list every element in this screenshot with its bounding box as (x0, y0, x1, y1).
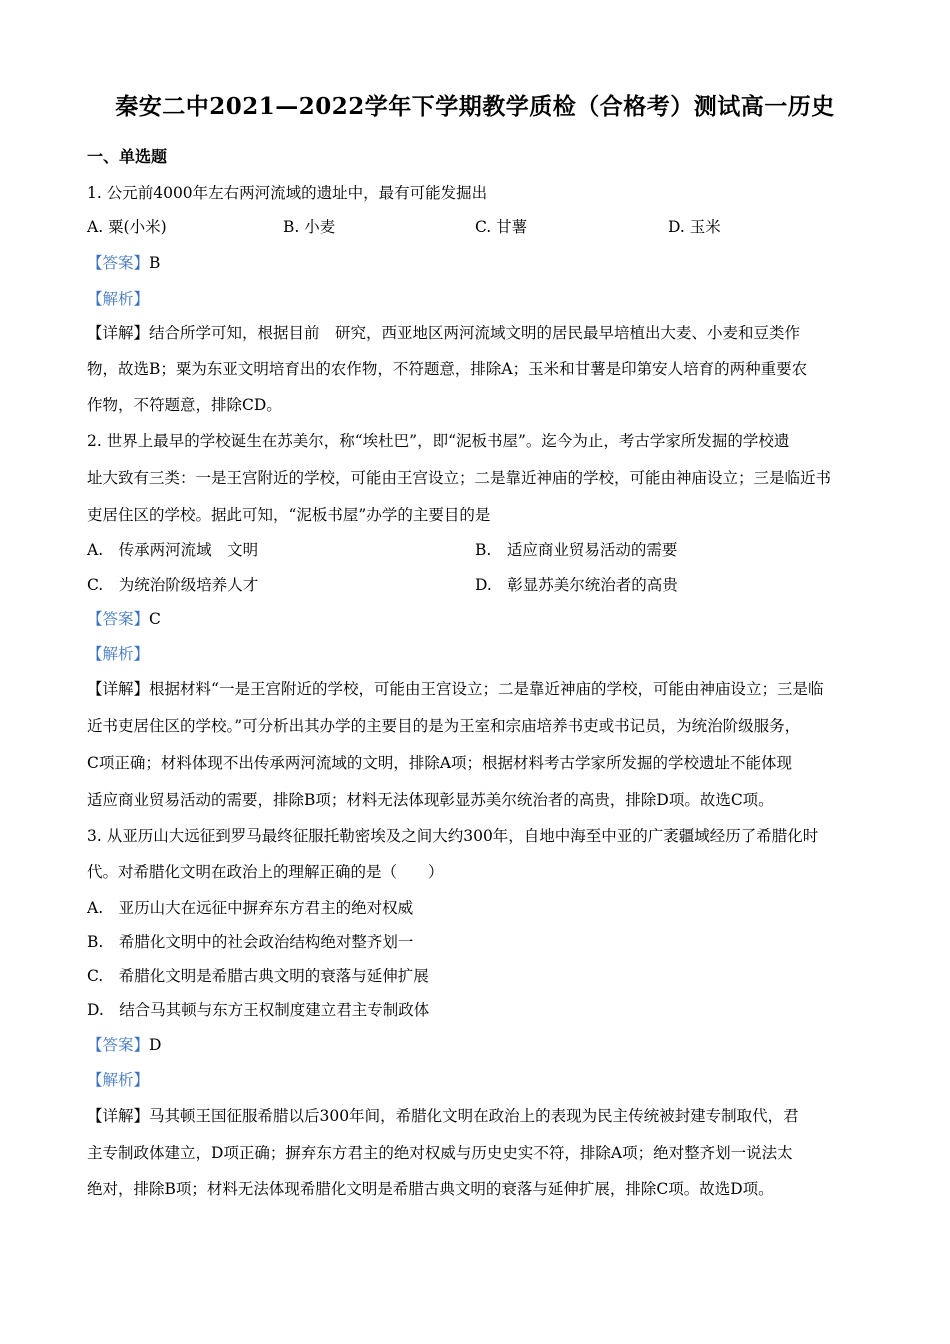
q2-answer (87, 608, 867, 630)
answer-label: 【答案】 (87, 1036, 150, 1054)
q2-option-c: C. 为统治阶级培养人才 (87, 576, 259, 594)
q2-analysis-label: 【解析】 (87, 645, 150, 663)
q2-option-b: B. 适应商业贸易活动的需要 (475, 541, 678, 559)
q3-option-d: D. 结合马其顿与东方王权制度建立君主专制政体 (87, 1001, 430, 1019)
detail-label: 【详解】 (87, 1107, 150, 1125)
q3-answer-value: D (149, 1036, 162, 1054)
q2-stem-line: 址大致有三类：一是王宫附近的学校，可能由王宫设立；二是靠近神庙的学校，可能由神庙设立；三是临近书 (87, 469, 832, 487)
detail-label: 【详解】 (87, 680, 150, 698)
q2-stem-line: 2. 世界上最早的学校诞生在苏美尔，称“埃杜巴”，即“泥板书屋”。迄今为止，考古学家所发掘的学校遗 (87, 432, 790, 450)
q3-detail-line (87, 1105, 867, 1127)
q2-detail-line: C项正确；材料体现不出传承两河流域的文明，排除A项；根据材料考古学家所发掘的学校遗址不能体现 (87, 754, 793, 772)
q2-option-d: D. 彰显苏美尔统治者的高贵 (475, 576, 678, 594)
q2-detail-text: 根据材料“一是王宫附近的学校，可能由王宫设立；二是靠近神庙的学校，可能由神庙设立；三是临 (149, 680, 824, 698)
q2-detail-line: 近书吏居住区的学校。”可分析出其办学的主要目的是为王室和宗庙培养书吏或书记员，为统治阶级服务， (87, 717, 801, 735)
q1-option-d: D. 玉米 (668, 218, 721, 236)
q1-option-c: C. 甘薯 (475, 218, 528, 236)
q3-option-c: C. 希腊化文明是希腊古典文明的衰落与延伸扩展 (87, 967, 429, 985)
q1-option-b: B. 小麦 (283, 218, 336, 236)
page-title: 秦安二中2021—2022学年下学期教学质检（合格考）测试高一历史 (115, 93, 835, 120)
q3-stem-line: 3. 从亚历山大远征到罗马最终征服托勒密埃及之间大约300年，自地中海至中亚的广袤疆域经历了希腊化时 (87, 827, 819, 845)
q3-stem-line: 代。对希腊化文明在政治上的理解正确的是（ ） (87, 863, 444, 881)
q1-stem: 1. 公元前4000年左右两河流域的遗址中，最有可能发掘出 (87, 184, 488, 202)
q2-detail-line (87, 678, 867, 700)
q3-answer (87, 1034, 867, 1056)
q3-option-b: B. 希腊化文明中的社会政治结构绝对整齐划一 (87, 933, 414, 951)
answer-label: 【答案】 (87, 254, 150, 272)
q3-analysis-label: 【解析】 (87, 1071, 150, 1089)
q2-stem-line: 吏居住区的学校。据此可知，“泥板书屋”办学的主要目的是 (87, 506, 491, 524)
q3-detail-line: 绝对，排除B项；材料无法体现希腊化文明是希腊古典文明的衰落与延伸扩展，排除C项。故选D项。 (87, 1180, 774, 1198)
q1-analysis-label: 【解析】 (87, 290, 150, 308)
detail-label: 【详解】 (87, 324, 150, 342)
q1-detail-line: 作物，不符题意，排除CD。 (87, 396, 282, 414)
q2-option-a: A. 传承两河流域 文明 (87, 541, 259, 559)
q1-answer (87, 252, 867, 274)
section-heading: 一、单选题 (87, 147, 168, 166)
q3-detail-line: 主专制政体建立，D项正确；摒弃东方君主的绝对权威与历史史实不符，排除A项；绝对整齐划一说法太 (87, 1144, 793, 1162)
q2-detail-line: 适应商业贸易活动的需要，排除B项；材料无法体现彰显苏美尔统治者的高贵，排除D项。故选C项。 (87, 791, 774, 809)
q1-detail-line (87, 322, 867, 344)
q1-answer-value: B (149, 254, 161, 272)
q1-option-a: A. 粟(小米) (87, 218, 167, 236)
q3-detail-text: 马其顿王国征服希腊以后300年间，希腊化文明在政治上的表现为民主传统被封建专制取代，君 (149, 1107, 799, 1125)
q2-answer-value: C (149, 610, 161, 628)
q1-detail-text: 结合所学可知，根据目前 研究，西亚地区两河流域文明的居民最早培植出大麦、小麦和豆类作 (149, 324, 801, 342)
answer-label: 【答案】 (87, 610, 150, 628)
q1-detail-line: 物，故选B；粟为东亚文明培育出的农作物，不符题意，排除A；玉米和甘薯是印第安人培育的两种重要农 (87, 360, 808, 378)
q3-option-a: A. 亚历山大在远征中摒弃东方君主的绝对权威 (87, 899, 414, 917)
